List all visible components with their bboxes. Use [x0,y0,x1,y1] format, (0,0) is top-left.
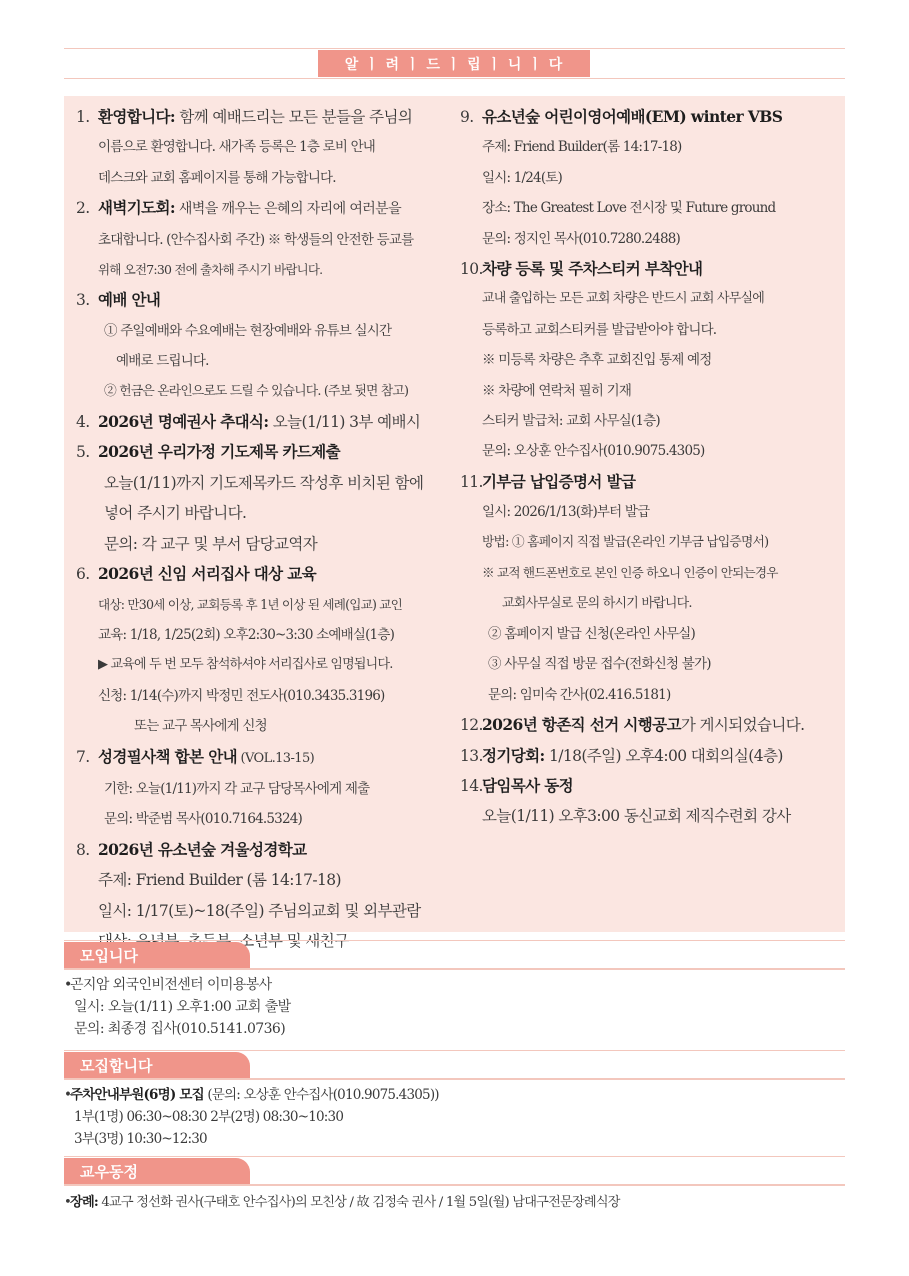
item-6: 6. 2026년 신임 서리집사 대상 교육 [76,564,317,584]
news-section [64,1156,845,1216]
news-item: •장례: 4교구 정선화 권사(구태호 안수집사)의 모친상 / 故 김정숙 권사 / 1월 5일(월) 남대구전문장례식장 [64,1195,620,1210]
item-9: 9. 유소년숲 어린이영어예배(EM) winter VBS [460,107,783,126]
gather-section: 모입니다 •곤지암 외국인비전센터 이미용봉사 일시: 오늘(1/11) 오후1:00 교회 출발 문의: 최종경 집사(010.5141.0736) [64,940,845,1040]
item-5: 5. 2026년 우리가정 기도제목 카드제출 [76,442,340,462]
item-11: 11.기부금 납입증명서 발급 [460,471,636,491]
item-8: 8. 2026년 유소년숲 겨울성경학교 [76,839,307,859]
announcement-header: 알 ㅣ 려 ㅣ 드 ㅣ 립 ㅣ 니 ㅣ 다 [318,50,590,77]
announcements-box [64,96,845,932]
item-12: 12.2026년 항존직 선거 시행공고가 게시되었습니다. [460,715,805,735]
recruit-section: 모집합니다 •주차안내부원(6명) 모집 (문의: 오상훈 안수집사(010.9075.4305)) 1부(1명) 06:30~08:30 2부(2명) 08:30~10:30 3부(3명) 10:30~12:30 [64,1050,845,1150]
item-2: 2. 새벽기도회: 새벽을 깨우는 은혜의 자리에 여러분을 [76,198,402,218]
item-7: 7. 성경필사책 합본 안내 (VOL.13-15) [76,746,315,766]
announcements-right-column: 9. 유소년숲 어린이영어예배(EM) winter VBS 주제: Friend Builder(롬 14:17-18) 일시: 1/24(토) 장소: The Greatest Love 전시장 및 Future ground 문의: 정지인 목사(010.7280.2488) 10.차량 등록 및 주차스티커 부착안내 교내 출입하는 모든 교회 차량은 반드시 교회 사무실에 등록하고 교회스티커를 발급받아야 합니다. ※ 미등록 차량은 추후 교회진입 통제 예정 ※ 차량에 연락처 필히 기재 스티커 발급처: 교회 사무실(1층) 문의: 오상훈 안수집사(010.9075.4305) 11.기부금 납입증명서 발급 일시: 2026/1/13(화)부터 발급 방법: ① 홈페이지 직접 발급(온라인 기부금 납입증명서) ※ 교적 핸드폰번호로 본인 인증 하오니 인증이 안되는경우 교회사무실로 문의 하시기 바랍니다. ② 홈페이지 발급 신청(온라인 사무실) ③ 사무실 직접 방문 접수(전화신청 불가) 문의: 임미숙 간사(02.416.5181) 12.2026년 항존직 선거 시행공고가 게시되었습니다. 13.정기당회: 1/18(주일) 오후4:00 대회의실(4층) 14.담임목사 동정 오늘(1/11) 오후3:00 동신교회 제직수련회 강사 [460,102,840,832]
item-3: 3. 예배 안내 [76,290,161,310]
recruit-title: •주차안내부원(6명) 모집 (문의: 오상훈 안수집사(010.9075.4305)) [64,1087,439,1103]
gather-label: 모입니다 [64,942,250,968]
item-13: 13.정기당회: 1/18(주일) 오후4:00 대회의실(4층) [460,745,783,765]
item-10: 10.차량 등록 및 주차스티커 부착안내 [460,259,703,279]
header-rule-bottom [64,78,845,79]
news-label: 교우동정 [64,1158,250,1184]
item-1: 1. 환영합니다: 함께 예배드리는 모든 분들을 주님의 [76,107,413,126]
item-4: 4. 2026년 명예권사 추대식: 오늘(1/11) 3부 예배시 [76,412,421,432]
announcements-left-column: 1. 환영합니다: 함께 예배드리는 모든 분들을 주님의 이름으로 환영합니다. 새가족 등록은 1층 로비 안내 데스크와 교회 홈페이지를 통해 가능합니다. 2. 새벽기도회: 새벽을 깨우는 은혜의 자리에 여러분을 초대합니다. (안수집사회 주간) ※ 학생들의 안전한 등교를 위해 오전7:30 전에 출차해 주시기 바랍니다. 3. 예배 안내 ① 주일예배와 수요예배는 현장예배와 유튜브 실시간 예배로 드립니다. ② 헌금은 온라인으로도 드릴 수 있습니다. (주보 뒷면 참고) 4. 2026년 명예권사 추대식: 오늘(1/11) 3부 예배시 5. 2026년 우리가정 기도제목 카드제출 오늘(1/11)까지 기도제목카드 작성후 비치된 함에 넣어 주시기 바랍니다. 문의: 각 교구 및 부서 담당교역자 6. 2026년 신임 서리집사 대상 교육 대상: 만30세 이상, 교회등록 후 1년 이상 된 세례(입교) 교인 교육: 1/18, 1/25(2회) 오후2:30~3:30 소예배실(1층) ▶ 교육에 두 번 모두 참석하셔야 서리집사로 임명됩니다. 신청: 1/14(수)까지 박정민 전도사(010.3435.3196) 또는 교구 목사에게 신청 7. 성경필사책 합본 안내 (VOL.13-15) 기한: 오늘(1/11)까지 각 교구 담당목사에게 제출 문의: 박준범 목사(010.7164.5324) 8. 2026년 유소년숲 겨울성경학교 주제: Friend Builder (롬 14:17-18) 일시: 1/17(토)~18(주일) 주님의교회 및 외부관람 [76,102,456,956]
gather-title: •곤지암 외국인비전센터 이미용봉사 [64,977,272,993]
header-rule-top [64,48,845,49]
item-14: 14.담임목사 동정 [460,775,574,795]
recruit-label: 모집합니다 [64,1052,250,1078]
